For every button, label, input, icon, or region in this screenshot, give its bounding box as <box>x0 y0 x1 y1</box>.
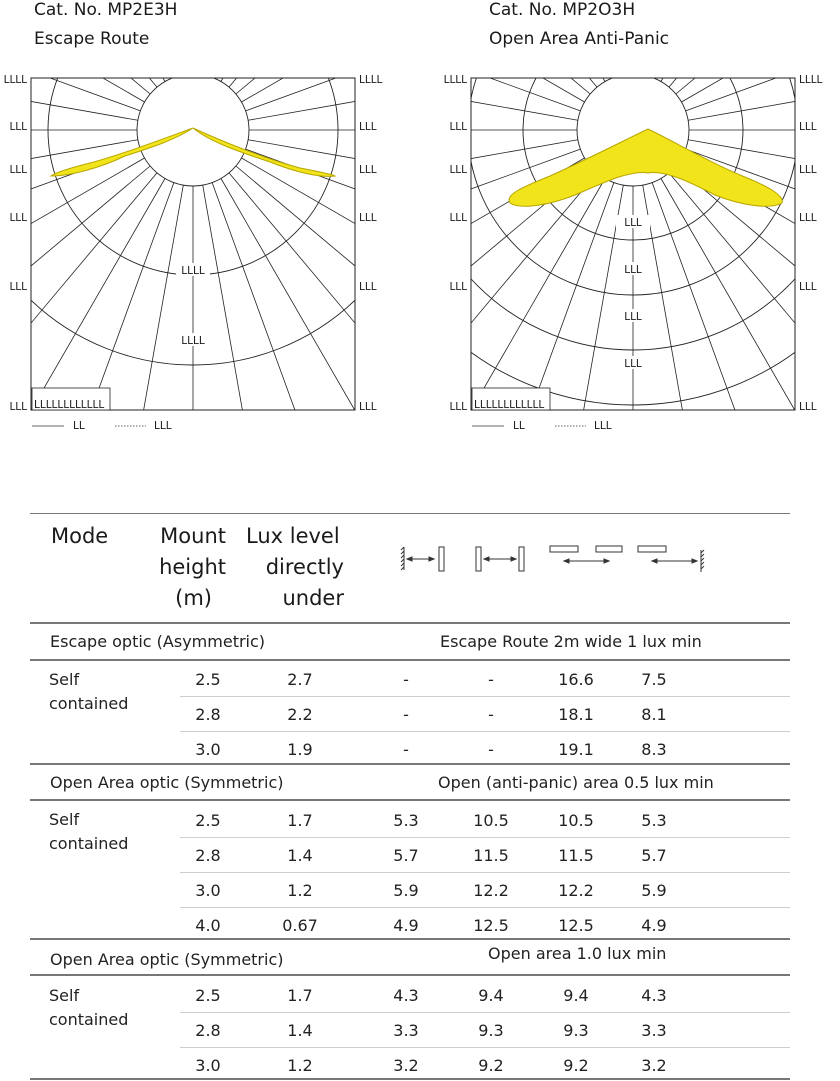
header-mode: Mode <box>51 524 109 548</box>
table-cell: 9.4 <box>478 986 504 1005</box>
table-cell: 9.4 <box>563 986 589 1005</box>
table-cell: 3.0 <box>195 740 221 759</box>
mode-label-line: Self <box>49 810 80 829</box>
table-cell: 5.9 <box>641 881 667 900</box>
legend-dotted-label: LLL <box>154 420 172 432</box>
table-cell: 3.2 <box>641 1056 667 1075</box>
polar-diagram-escape-route <box>0 60 400 440</box>
table-cell: 9.2 <box>478 1056 504 1075</box>
table-cell: 5.9 <box>393 881 419 900</box>
table-cell: - <box>403 705 409 724</box>
left-scale-label: LLL <box>449 164 467 176</box>
right-scale-label: LLL <box>799 212 817 224</box>
right-scale-label: LLLL <box>359 74 383 86</box>
table-cell: 1.7 <box>287 986 313 1005</box>
table-cell: 4.9 <box>641 916 667 935</box>
section-3-mode <box>49 984 128 1032</box>
plane-label: LLLLLLLLLLLL <box>474 399 545 411</box>
ceiling-luminaire-spacing-icon <box>550 546 622 563</box>
table-cell: 5.3 <box>393 811 419 830</box>
table-cell: 5.7 <box>393 846 419 865</box>
section-3-optic: Open Area optic (Symmetric) <box>50 950 284 969</box>
right-scale-label: LLLL <box>799 74 823 86</box>
grid-spoke <box>676 166 840 440</box>
header-lux-line: Lux level <box>246 524 340 548</box>
mode-label-line: contained <box>49 694 129 713</box>
table-cell: 18.1 <box>558 705 594 724</box>
header-lux-line: directly <box>265 555 344 579</box>
right-scale-label: LLL <box>359 212 377 224</box>
wall-to-luminaire-icon <box>401 547 444 571</box>
left-scale-label: LLL <box>449 401 467 413</box>
grid-ring <box>137 74 249 186</box>
table-cell: 11.5 <box>558 846 594 865</box>
left-scale-label: LLL <box>9 212 27 224</box>
table-cell: 2.7 <box>287 670 313 689</box>
grid-ring <box>440 60 840 405</box>
table-cell: 9.3 <box>563 1021 589 1040</box>
table-cell: - <box>488 670 494 689</box>
ceiling-luminaire-to-wall-icon <box>638 546 704 572</box>
section-1-description: Escape Route 2m wide 1 lux min <box>440 632 702 651</box>
plane-label: LLLLLLLLLLLL <box>34 399 105 411</box>
light-distribution-curve <box>51 128 335 176</box>
grid-spoke <box>248 60 400 120</box>
mode-label-line: Self <box>49 986 80 1005</box>
table-cell: 12.2 <box>473 881 509 900</box>
ring-value-label: LLL <box>624 217 642 229</box>
diagram-1-subtitle: Escape Route <box>34 29 150 49</box>
right-scale-label: LLL <box>799 121 817 133</box>
table-cell: 0.67 <box>282 916 318 935</box>
section-rule <box>30 622 790 624</box>
table-cell: 3.0 <box>195 881 221 900</box>
section-2-mode <box>49 808 128 856</box>
section-rule <box>30 799 790 801</box>
section-3-description: Open area 1.0 lux min <box>488 944 667 963</box>
grid-spoke <box>246 149 400 369</box>
legend-dotted-label: LLL <box>594 420 612 432</box>
right-scale-label: LLL <box>799 401 817 413</box>
legend-solid-label: LL <box>513 420 525 432</box>
grid-spoke <box>203 185 315 440</box>
grid-spoke <box>0 60 138 120</box>
spacing-pictograms <box>392 540 722 576</box>
table-cell: 9.3 <box>478 1021 504 1040</box>
polar-grid <box>0 60 400 440</box>
table-cell: 2.2 <box>287 705 313 724</box>
left-scale-label: LLL <box>449 121 467 133</box>
row-divider <box>180 872 790 873</box>
section-2-optic: Open Area optic (Symmetric) <box>50 773 284 792</box>
grid-spoke <box>71 60 183 75</box>
ring-value-label: LLL <box>624 358 642 370</box>
table-cell: 12.5 <box>473 916 509 935</box>
table-cell: 1.2 <box>287 881 313 900</box>
table-cell: 1.4 <box>287 1021 313 1040</box>
table-cell: 12.2 <box>558 881 594 900</box>
diagram-1-cat-no: Cat. No. MP2E3H <box>34 0 178 20</box>
left-scale-label: LLLL <box>443 74 467 86</box>
table-cell: 3.0 <box>195 1056 221 1075</box>
mode-label-line: contained <box>49 834 129 853</box>
table-cell: 19.1 <box>558 740 594 759</box>
section-rule <box>30 659 790 661</box>
table-cell: 5.7 <box>641 846 667 865</box>
left-scale-label: LLL <box>449 281 467 293</box>
table-bottom-rule <box>30 1078 790 1080</box>
table-cell: 2.5 <box>195 811 221 830</box>
left-scale-label: LLLL <box>3 74 27 86</box>
right-scale-label: LLL <box>359 281 377 293</box>
table-cell: 3.3 <box>641 1021 667 1040</box>
table-cell: 12.5 <box>558 916 594 935</box>
legend-solid-label: LL <box>73 420 85 432</box>
table-cell: 8.1 <box>641 705 667 724</box>
row-divider <box>180 837 790 838</box>
ring-value-label: LLL <box>624 264 642 276</box>
header-lux-line: under <box>282 586 344 610</box>
left-scale-label: LLL <box>449 212 467 224</box>
table-cell: 5.3 <box>641 811 667 830</box>
left-scale-label: LLL <box>9 401 27 413</box>
table-cell: 9.2 <box>563 1056 589 1075</box>
grid-ring <box>0 60 400 440</box>
table-cell: 8.3 <box>641 740 667 759</box>
table-top-rule <box>30 513 790 514</box>
grid-spoke <box>440 60 578 120</box>
left-scale-label: LLL <box>9 164 27 176</box>
diagram-2-cat-no: Cat. No. MP2O3H <box>489 0 636 20</box>
row-divider <box>180 731 790 732</box>
table-cell: 16.6 <box>558 670 594 689</box>
table-cell: 1.2 <box>287 1056 313 1075</box>
row-divider <box>180 1047 790 1048</box>
grid-spoke <box>203 60 315 75</box>
section-rule <box>30 938 790 940</box>
section-2-description: Open (anti-panic) area 0.5 lux min <box>438 773 714 792</box>
grid-spoke <box>643 185 755 440</box>
table-cell: - <box>403 740 409 759</box>
row-divider <box>180 1012 790 1013</box>
left-scale-label: LLL <box>9 281 27 293</box>
table-cell: 2.8 <box>195 1021 221 1040</box>
row-divider <box>180 696 790 697</box>
table-cell: 4.0 <box>195 916 221 935</box>
section-rule <box>30 763 790 765</box>
left-scale-label: LLL <box>9 121 27 133</box>
right-scale-label: LLL <box>799 164 817 176</box>
table-cell: 10.5 <box>473 811 509 830</box>
mode-label-line: Self <box>49 670 80 689</box>
table-cell: 11.5 <box>473 846 509 865</box>
table-cell: 2.8 <box>195 846 221 865</box>
table-cell: 10.5 <box>558 811 594 830</box>
table-cell: - <box>403 670 409 689</box>
light-distribution-curve <box>509 129 782 206</box>
table-cell: - <box>488 740 494 759</box>
table-cell: 2.8 <box>195 705 221 724</box>
table-cell: 3.3 <box>393 1021 419 1040</box>
grid-ring <box>0 60 400 365</box>
grid-spoke <box>0 149 140 369</box>
table-cell: 3.2 <box>393 1056 419 1075</box>
polar-grid <box>440 60 840 440</box>
grid-spoke <box>511 60 623 75</box>
mode-label-line: contained <box>49 1010 129 1029</box>
polar-diagram-open-area <box>440 60 840 440</box>
section-1-optic: Escape optic (Asymmetric) <box>50 632 266 651</box>
section-rule <box>30 974 790 976</box>
grid-spoke <box>688 60 840 120</box>
right-scale-label: LLL <box>799 281 817 293</box>
header-mount-height <box>146 521 226 614</box>
table-cell: 2.5 <box>195 986 221 1005</box>
header-lux-level <box>246 521 344 614</box>
grid-spoke <box>241 158 400 440</box>
ring-value-label: LLLL <box>181 335 205 347</box>
table-cell: 7.5 <box>641 670 667 689</box>
section-1-mode <box>49 668 128 716</box>
right-scale-label: LLL <box>359 121 377 133</box>
header-mount-line: height <box>159 555 226 579</box>
table-cell: 4.3 <box>641 986 667 1005</box>
diagram-2-subtitle: Open Area Anti-Panic <box>489 29 670 49</box>
table-cell: 1.7 <box>287 811 313 830</box>
table-cell: 2.5 <box>195 670 221 689</box>
grid-spoke <box>643 60 755 75</box>
table-cell: 4.9 <box>393 916 419 935</box>
table-cell: 1.9 <box>287 740 313 759</box>
header-mount-line: (m) <box>175 586 212 610</box>
table-cell: - <box>488 705 494 724</box>
luminaire-to-luminaire-icon <box>476 547 524 571</box>
table-cell: 4.3 <box>393 986 419 1005</box>
ring-value-label: LLL <box>624 311 642 323</box>
right-scale-label: LLL <box>359 401 377 413</box>
ring-value-label: LLLL <box>181 265 205 277</box>
grid-spoke <box>236 166 400 440</box>
table-cell: 1.4 <box>287 846 313 865</box>
row-divider <box>180 907 790 908</box>
right-scale-label: LLL <box>359 164 377 176</box>
header-mount-line: Mount <box>160 524 226 548</box>
